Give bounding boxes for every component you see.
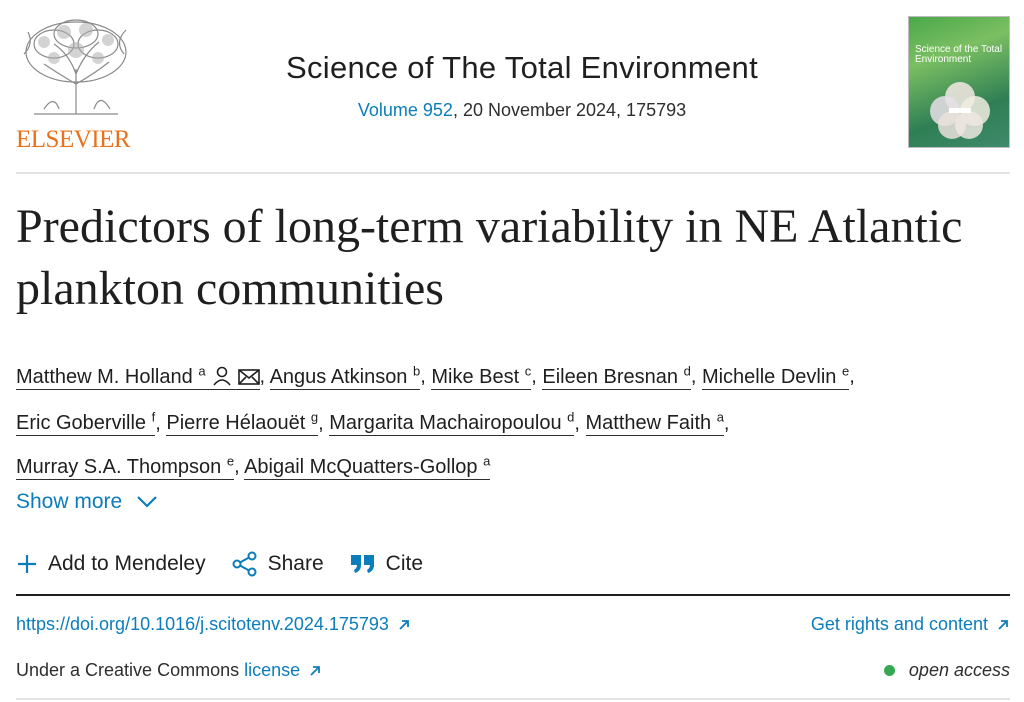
author-link[interactable]: Matthew Faith $^a$ [585, 409, 724, 435]
article-actions [16, 548, 449, 580]
author-link[interactable]: Michelle Devlin $^e$ [701, 363, 850, 388]
author-link[interactable]: Pierre Hélaouët $^g$ [166, 409, 319, 435]
issue-date-page: , 20 November 2024, 175793 [452, 100, 687, 120]
show-more-button[interactable] [16, 490, 158, 514]
doi-text: https://doi.org/10.1016/j.scitotenv.2024.175793 [16, 614, 389, 634]
show-more-label: Show more [16, 490, 123, 513]
license-info [16, 660, 322, 681]
author-link[interactable]: Matthew M. Holland $^a$ [16, 366, 260, 390]
author-link[interactable]: Mike Best $^c$ [431, 363, 532, 388]
author-link[interactable]: Eileen Bresnan $^d$ [542, 363, 691, 388]
journal-issue-info [0, 100, 1024, 121]
share-icon [232, 551, 258, 577]
doi-link[interactable] [16, 614, 411, 635]
external-link-icon [308, 664, 322, 678]
cover-flower-graphic [927, 79, 993, 141]
cite-button[interactable] [350, 552, 423, 576]
person-icon [212, 362, 232, 399]
share-button[interactable] [232, 551, 324, 577]
author-link[interactable]: Eric Goberville $^f$ [16, 409, 156, 435]
actions-divider [16, 594, 1010, 596]
external-link-icon [996, 618, 1010, 632]
open-access-dot-icon [884, 665, 895, 676]
get-rights-text: Get rights and content [810, 614, 988, 634]
cite-label: Cite [385, 552, 424, 575]
author-link[interactable]: Margarita Machairopoulou $^d$ [329, 409, 575, 435]
license-prefix: Under a Creative Commons [16, 660, 240, 680]
get-rights-link[interactable] [811, 614, 1010, 635]
plus-icon [16, 553, 38, 575]
elsevier-logo-text: ELSEVIER [16, 126, 131, 153]
add-to-mendeley-button[interactable] [16, 552, 206, 576]
header-divider [16, 172, 1010, 174]
journal-cover-image[interactable] [908, 16, 1010, 148]
open-access-label: open access [908, 660, 1010, 680]
cover-title: Science of the Total Environment [915, 44, 1003, 65]
author-link[interactable]: Murray S.A. Thompson $^e$ [16, 453, 235, 478]
journal-header [0, 0, 1024, 175]
article-title: Predictors of long-term variability in NE Atlantic plankton communities [16, 200, 963, 315]
quote-icon [350, 553, 376, 575]
footer-divider [16, 698, 1010, 700]
author-link[interactable]: Abigail McQuatters-Gollop $^a$ [244, 453, 491, 478]
license-link[interactable]: license [244, 660, 301, 680]
add-to-mendeley-label: Add to Mendeley [48, 552, 206, 575]
open-access-badge [884, 660, 1010, 681]
mail-icon [238, 362, 260, 399]
journal-title[interactable]: Science of The Total Environment [286, 50, 758, 85]
volume-link[interactable]: Volume 952 [357, 100, 453, 120]
external-link-icon [397, 618, 411, 632]
share-label: Share [267, 552, 324, 575]
chevron-down-icon [136, 495, 158, 509]
author-list: Matthew M. Holland $^a$ , Angus Atkinson $^b$, Mike Best $^c$, Eileen Bresnan $^d$, Michelle Devlin $^e$, Eric Goberville $^f$, Pierre Hélaouët $^g$, Margarita Machairopoulou $^d$, Matthew Faith $^a$, Murray S.A. Thompson $^e$, Abigail McQuatters-Gollop $^a$ [16, 363, 855, 478]
author-link[interactable]: Angus Atkinson $^b$ [269, 363, 421, 388]
